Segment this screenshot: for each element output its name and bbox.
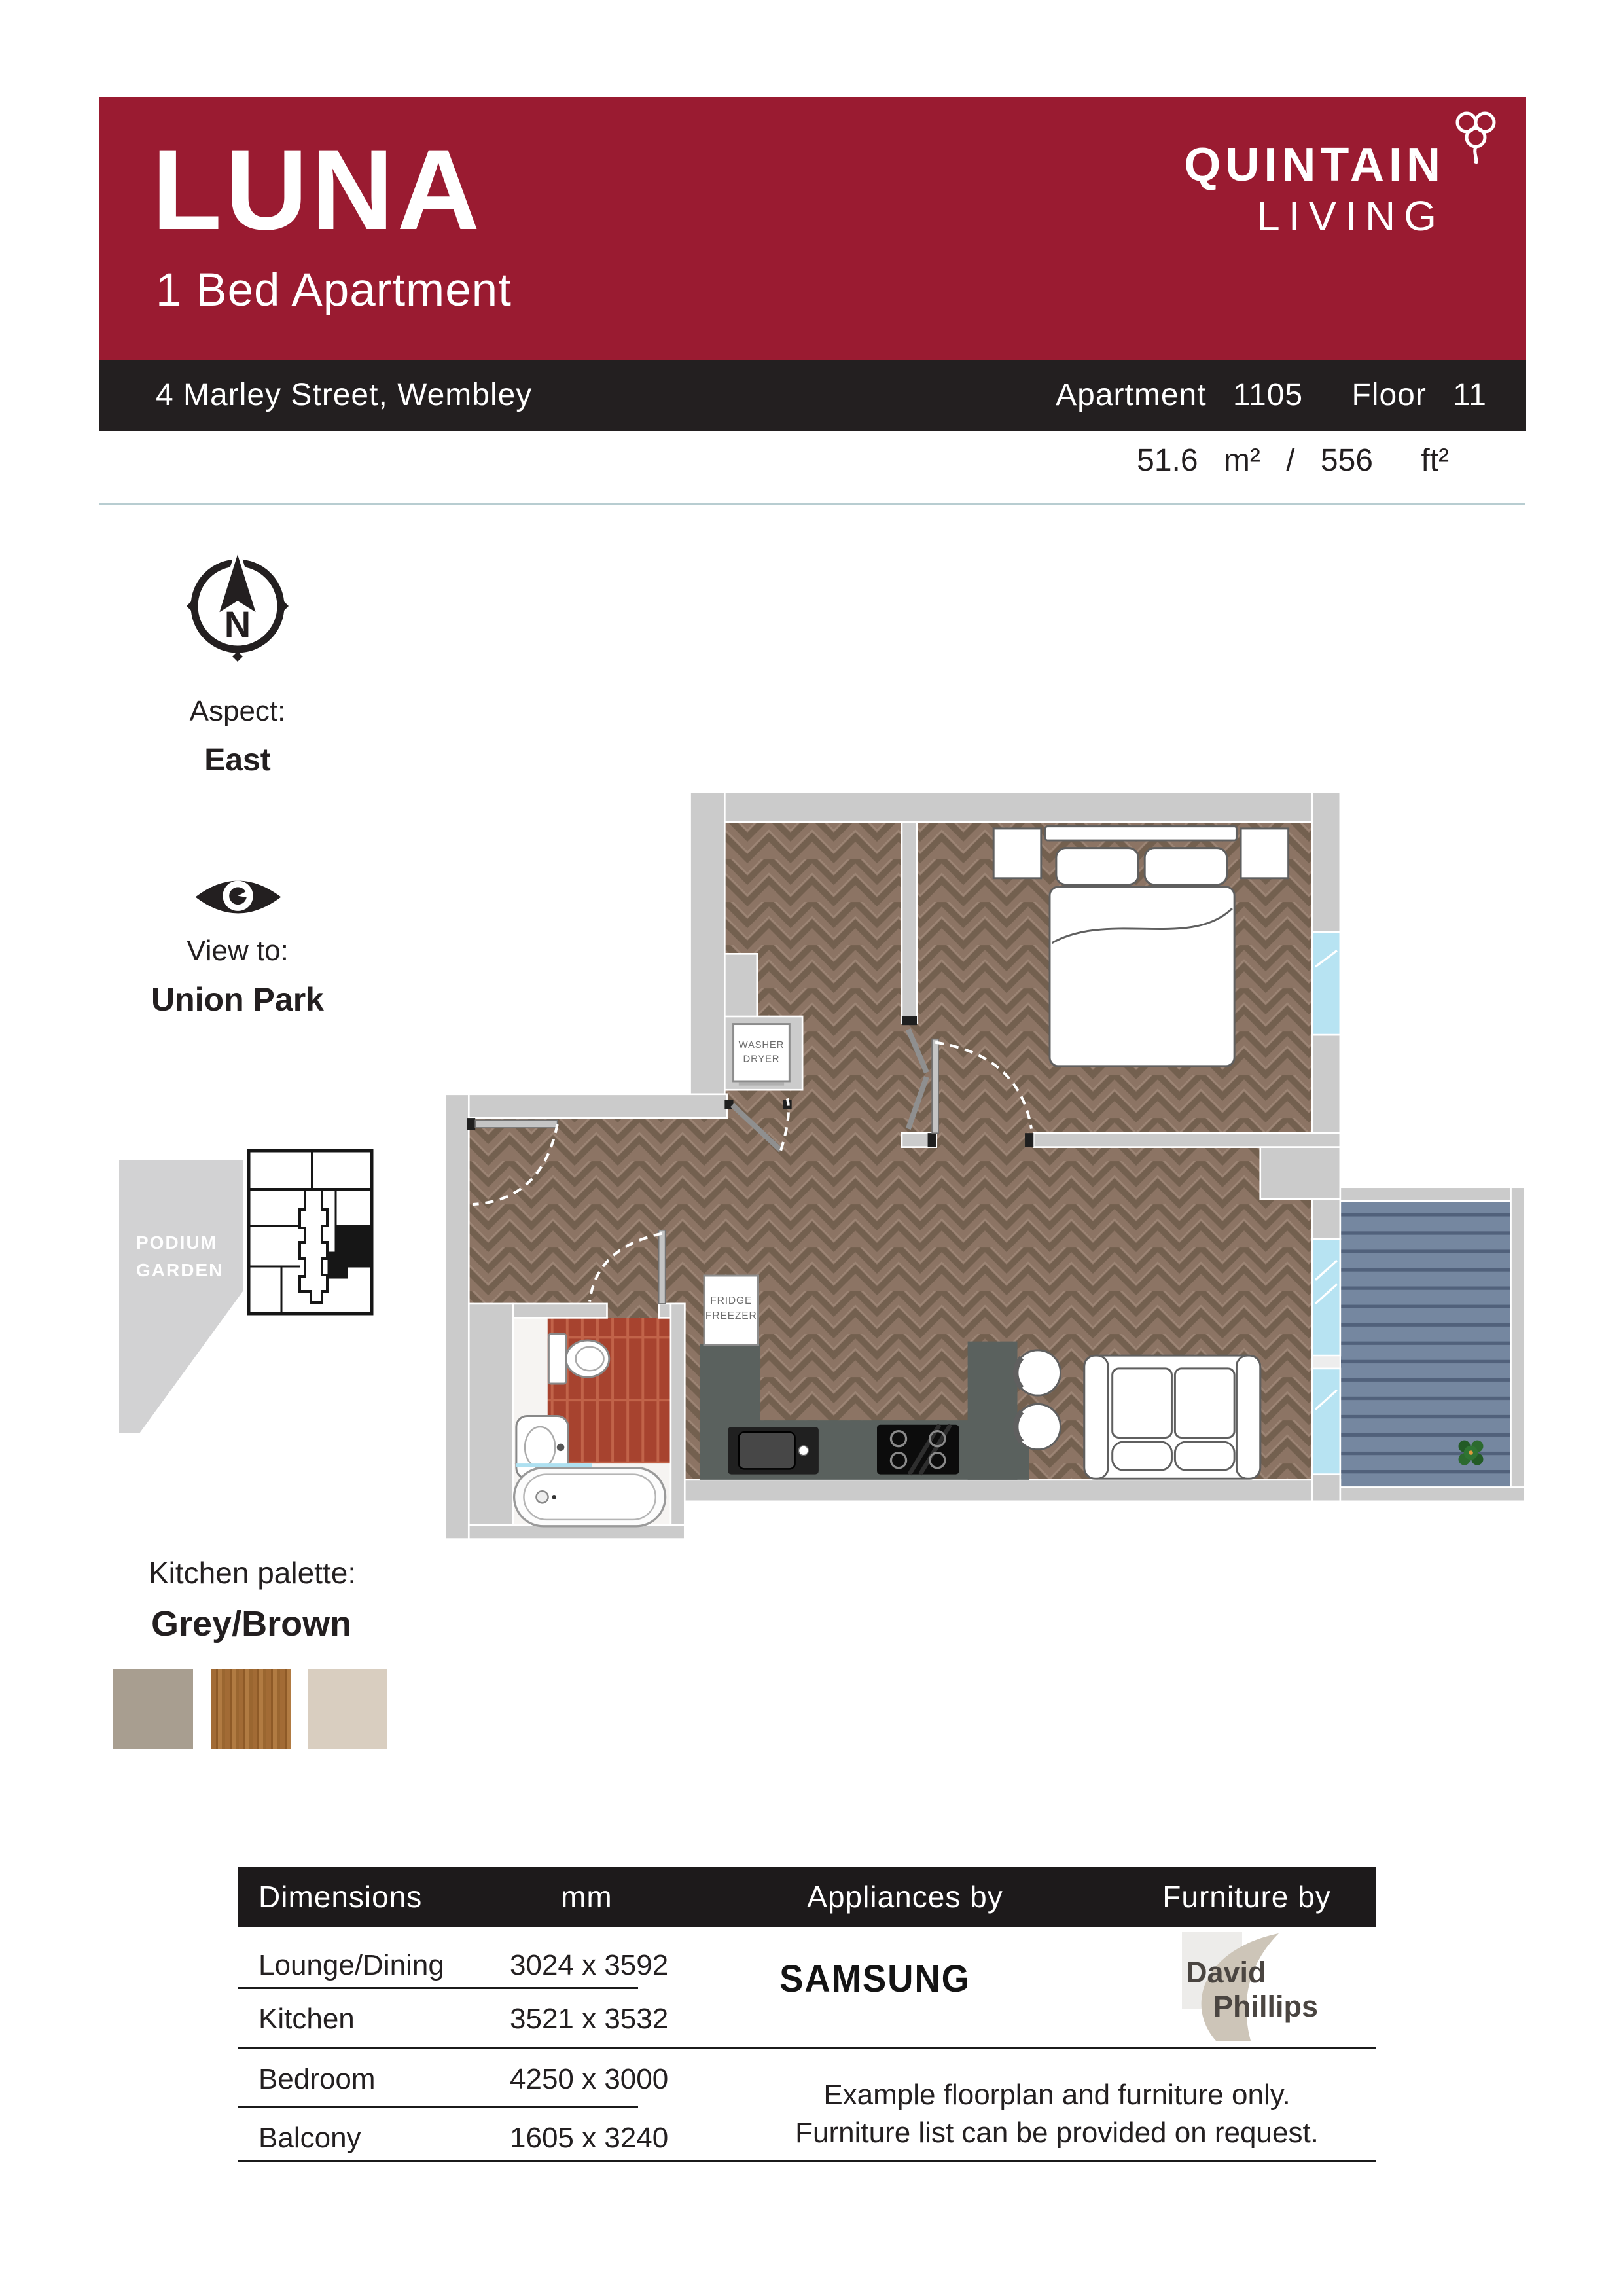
spec-table-header xyxy=(238,1867,1376,1927)
kitchen-palette-value: Grey/Brown xyxy=(151,1604,352,1643)
apartment-type-subtitle: 1 Bed Apartment xyxy=(156,264,512,316)
sink-tap xyxy=(798,1446,808,1456)
pillow-left xyxy=(1056,848,1138,885)
disclaimer-note xyxy=(795,2079,1319,2149)
bed-headboard xyxy=(1045,827,1236,840)
table-row-room: Balcony xyxy=(259,2122,361,2154)
table-row-size: 3521 x 3532 xyxy=(510,2003,669,2035)
eye-icon xyxy=(193,872,283,922)
compass-icon xyxy=(187,547,289,675)
sofa-cushion-2 xyxy=(1175,1369,1234,1438)
street-address: 4 Marley Street, Wembley xyxy=(156,378,533,412)
balcony-glazing-upper xyxy=(1312,1239,1340,1355)
samsung-logo: SAMSUNG xyxy=(779,1958,971,2000)
podium-garden-shape xyxy=(119,1160,243,1433)
bar-stool-1 xyxy=(1015,1350,1060,1395)
apartment-label: Apartment xyxy=(1056,378,1207,412)
bathroom-door-leaf xyxy=(659,1230,666,1304)
table-row-size: 1605 x 3240 xyxy=(510,2122,669,2154)
bar-stool-2 xyxy=(1015,1404,1060,1449)
table-row-size: 3024 x 3592 xyxy=(510,1949,669,1981)
view-value: Union Park xyxy=(151,981,324,1018)
apartment-area xyxy=(99,442,1449,478)
breakfast-bar xyxy=(968,1342,1018,1480)
balcony-deck xyxy=(1340,1201,1511,1487)
aspect-block xyxy=(139,695,336,778)
compass-north-letter: N xyxy=(224,603,251,645)
floor-number: 11 xyxy=(1453,378,1487,412)
header-appliances-by: Appliances by xyxy=(807,1880,1003,1914)
area-imperial-value: 556 xyxy=(1320,443,1373,478)
building-outline xyxy=(249,1151,372,1314)
fridge-freezer xyxy=(704,1276,758,1345)
washer-label-2: DRYER xyxy=(743,1054,780,1065)
area-metric-unit: m² xyxy=(1223,443,1260,478)
sink-bowl xyxy=(739,1432,795,1469)
bed-duvet xyxy=(1050,887,1234,1066)
development-title: LUNA xyxy=(152,126,484,254)
glazing-mullion xyxy=(1312,1355,1340,1369)
toilet-cistern xyxy=(548,1334,565,1384)
brand-division: LIVING xyxy=(1257,192,1445,240)
sofa-arm-left xyxy=(1084,1355,1108,1479)
disclaimer-line2: Furniture list can be provided on request. xyxy=(795,2117,1319,2149)
table-row-size: 4250 x 3000 xyxy=(510,2063,669,2095)
washer-label-1: WASHER xyxy=(738,1039,785,1050)
area-metric-value: 51.6 xyxy=(1137,443,1198,478)
brand-logo xyxy=(1184,139,1445,240)
building-key-plan xyxy=(115,1145,376,1446)
apartment-floorplan xyxy=(445,772,1525,1541)
sofa-front-cushion-2 xyxy=(1175,1442,1234,1470)
bedroom-window xyxy=(1312,932,1340,1035)
podium-garden-label-2: GARDEN xyxy=(136,1260,224,1280)
fridge-label-2: FREEZER xyxy=(705,1310,757,1321)
apartment-number: 1105 xyxy=(1232,378,1304,412)
washer-dryer xyxy=(734,1024,790,1086)
palette-swatch-grey xyxy=(113,1669,193,1749)
divider-line xyxy=(99,503,1525,505)
entrance-door-leaf xyxy=(475,1120,557,1128)
podium-garden-label-1: PODIUM xyxy=(136,1232,217,1253)
view-block xyxy=(139,935,336,1018)
apartment-floor-info xyxy=(1056,360,1487,431)
table-row-room: Lounge/Dining xyxy=(259,1949,444,1981)
brand-name: QUINTAIN xyxy=(1184,139,1445,191)
sofa-arm-right xyxy=(1236,1355,1260,1479)
furniture-brand-line1: David xyxy=(1186,1956,1266,1989)
area-imperial-unit: ft² xyxy=(1421,443,1449,478)
trefoil-icon xyxy=(1453,111,1501,165)
bath-tap xyxy=(536,1491,548,1503)
palette-swatch-wood-brown xyxy=(211,1669,291,1749)
table-line xyxy=(238,2047,1376,2049)
header-banner xyxy=(99,97,1526,360)
fridge-label-1: FRIDGE xyxy=(710,1295,753,1306)
pillow-right xyxy=(1145,848,1226,885)
floor-label: Floor xyxy=(1351,378,1427,412)
furniture-brand-line2: Phillips xyxy=(1213,1990,1319,2023)
sofa-front-cushion-1 xyxy=(1113,1442,1172,1470)
balcony-glazing-lower xyxy=(1312,1369,1340,1475)
nightstand-right xyxy=(1241,829,1289,878)
area-separator: / xyxy=(1286,443,1295,478)
basin-tap xyxy=(557,1444,565,1452)
table-row-room: Bedroom xyxy=(259,2063,376,2095)
aspect-label: Aspect: xyxy=(189,695,286,727)
aspect-value: East xyxy=(204,743,271,778)
table-line xyxy=(238,2106,638,2108)
toilet-bowl xyxy=(566,1340,609,1377)
table-line xyxy=(238,2160,1376,2162)
table-line xyxy=(238,1987,638,1989)
header-dimensions: Dimensions xyxy=(259,1880,423,1914)
disclaimer-line1: Example floorplan and furniture only. xyxy=(823,2079,1291,2111)
hob xyxy=(877,1425,959,1475)
header-mm: mm xyxy=(561,1880,613,1914)
bedroom-door-leaf xyxy=(932,1039,938,1134)
nightstand-left xyxy=(993,829,1041,878)
palette-swatch-cream xyxy=(308,1669,387,1749)
address-bar xyxy=(99,360,1526,431)
view-label: View to: xyxy=(187,935,289,967)
kitchen-palette-label: Kitchen palette: xyxy=(149,1556,357,1590)
header-furniture-by: Furniture by xyxy=(1162,1880,1331,1914)
table-row-room: Kitchen xyxy=(259,2003,355,2035)
sofa-cushion-1 xyxy=(1113,1369,1172,1438)
